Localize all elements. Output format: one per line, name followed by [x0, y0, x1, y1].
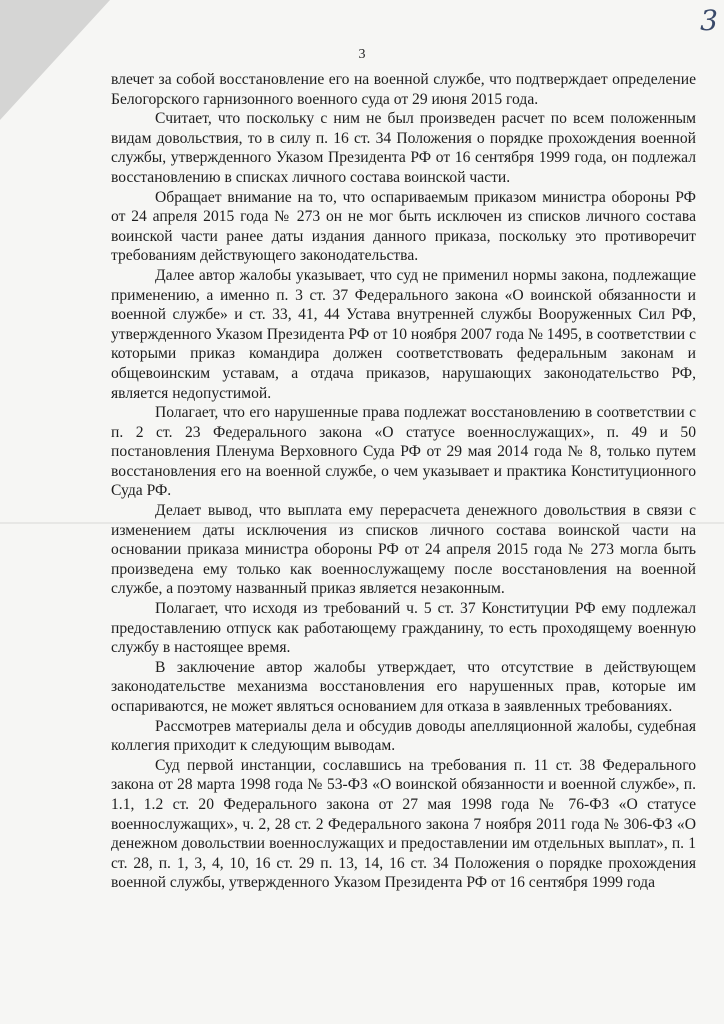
paragraph: Обращает внимание на то, что оспариваемым приказом министра обороны РФ от 24 апреля 2015 года № 273 он не мог быть исключен из списков личного состава воинской части ранее даты издания данного приказа, поскольку это противоречит требованиям действующего законодательства.: [111, 188, 696, 265]
paragraph: влечет за собой восстановление его на военной службе, что подтверждает определение Белогорского гарнизонного военного суда от 29 июня 2015 года.: [111, 71, 696, 108]
paragraph: Делает вывод, что выплата ему перерасчета денежного довольствия в связи с изменением даты исключения из списков личного состава воинской части на основании приказа министра обороны РФ от 24 апреля 2015 года № 273 могла быть произведена ему только как военнослужащему после восстановления на военной службе, а поэтому названный приказ является незаконным.: [111, 502, 696, 598]
paragraph: Суд первой инстанции, сославшись на требования п. 11 ст. 38 Федерального закона от 28 марта 1998 года № 53-ФЗ «О воинской обязанности и военной службе», п. 1.1, 1.2 ст. 20 Федерального закона от 27 мая 1998 года № 76-ФЗ «О статусе военнослужащих», ч. 2, 28 ст. 2 Федерального закона 7 ноября 2011 года № 306-ФЗ «О денежном довольствии военнослужащих и предоставлении им отдельных выплат», п. 1 ст. 28, п. 1, 3, 4, 10, 16 ст. 29 п. 13, 14, 16 ст. 34 Положения о порядке прохождения военной службы, утвержденного Указом Президента РФ от 16 сентября 1999 года: [111, 756, 696, 892]
paragraph: Далее автор жалобы указывает, что суд не применил нормы закона, подлежащие применению, а именно п. 3 ст. 37 Федерального закона «О воинской обязанности и военной службе» и ст. 33, 41, 44 Устава внутренней службы Вооруженных Сил РФ, утвержденного Указом Президента РФ от 10 ноября 2007 года № 1495, в соответствии с которыми приказ командира должен соответствовать федеральным законам и общевоинским уставам, а отдача приказов, нарушающих законодательство РФ, является недопустимой.: [111, 266, 696, 402]
paragraph: Считает, что поскольку с ним не был произведен расчет по всем положенным видам довольствия, то в силу п. 16 ст. 34 Положения о порядке прохождения военной службы, утвержденного Указом Президента РФ от 16 сентября 1999 года, он подлежал восстановлению в списках личного состава воинской части.: [111, 110, 696, 186]
paragraph: В заключение автор жалобы утверждает, что отсутствие в действующем законодательстве механизма восстановления его нарушенных прав, которые им оспариваются, не может являться основанием для отказа в заявленных требованиях.: [111, 658, 696, 715]
paragraph: Полагает, что его нарушенные права подлежат восстановлению в соответствии с п. 2 ст. 23 Федерального закона «О статусе военнослужащих», п. 49 и 50 постановления Пленума Верховного Суда РФ от 29 мая 2014 года № 8, только путем восстановления его на военной службе, о чем указывает и практика Конституционного Суда РФ.: [111, 404, 696, 500]
paragraph: Полагает, что исходя из требований ч. 5 ст. 37 Конституции РФ ему подлежал предоставлению отпуск как работающему гражданину, то есть проходящему военную службу в настоящее время.: [111, 600, 696, 657]
handwritten-page-number: 3: [700, 4, 718, 37]
document-body: [111, 70, 696, 893]
paragraph: Рассмотрев материалы дела и обсудив доводы апелляционной жалобы, судебная коллегия приходит к следующим выводам.: [111, 717, 696, 755]
page-number: 3: [358, 47, 366, 62]
